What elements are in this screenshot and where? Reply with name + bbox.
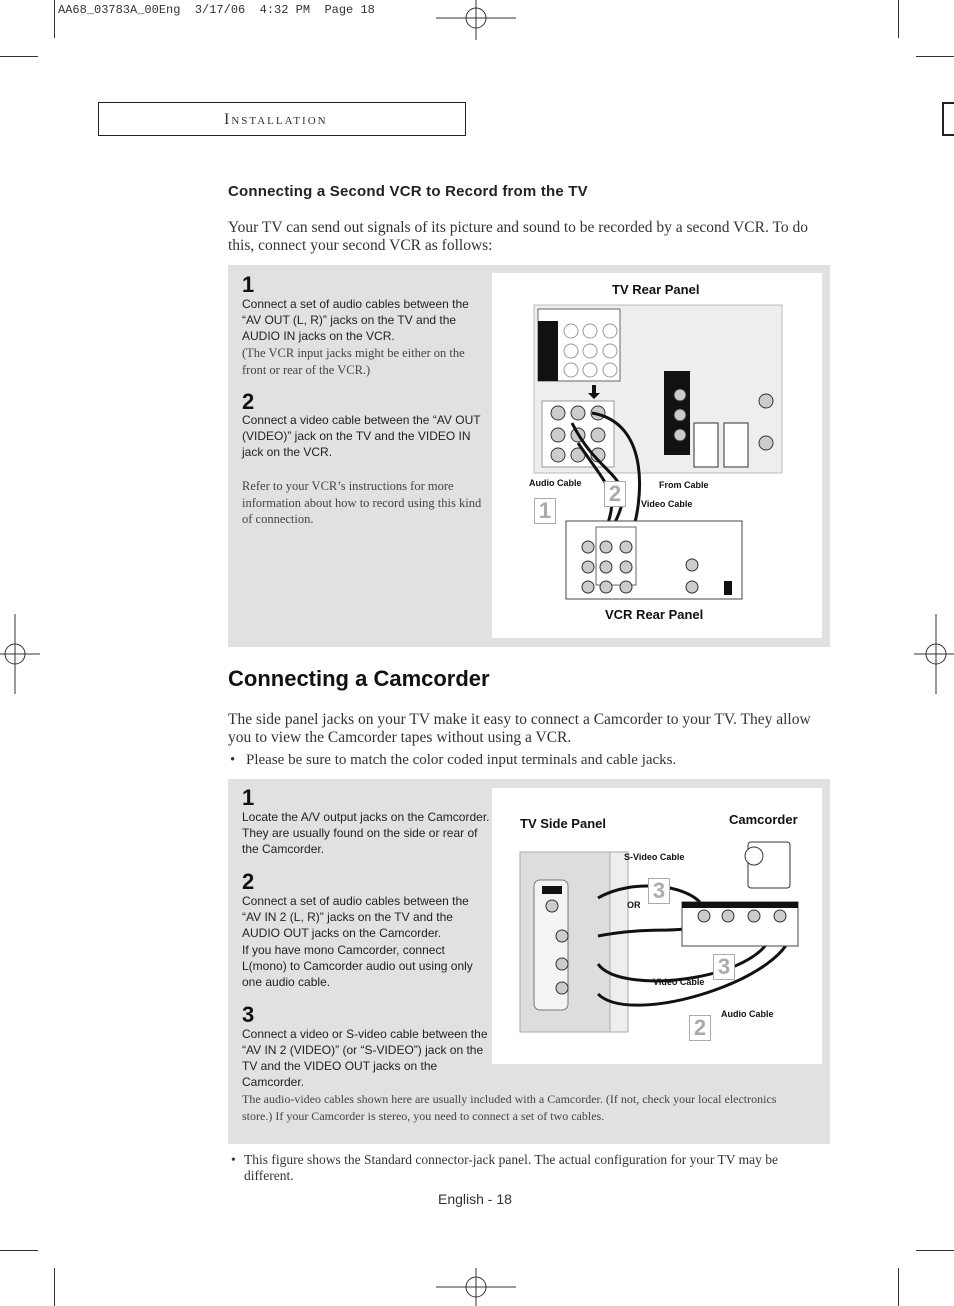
registration-target-icon [436, 1268, 516, 1306]
step-number: 1 [242, 785, 255, 810]
step-number: 2 [242, 869, 255, 894]
crop-mark [0, 1250, 38, 1251]
callout-number: 2 [689, 1015, 711, 1041]
page-footer: English - 18 [438, 1191, 512, 1207]
diagram-label: TV Rear Panel [612, 282, 700, 297]
camcorder-intro: The side panel jacks on your TV make it easy to connect a Camcorder to your TV. They allow you to view the Camcorder tapes without using a VCR. [228, 711, 811, 746]
step-text: Connect a set of audio cables between the “AV IN 2 (L, R)” jacks on the TV and the AUDIO OUT jacks on the Camcorder. [242, 894, 469, 940]
diagram-label: S-Video Cable [624, 852, 685, 862]
camcorder-heading: Connecting a Camcorder [228, 666, 490, 691]
crop-mark [54, 1268, 55, 1306]
crop-mark [898, 1268, 899, 1306]
step-text: Connect a set of audio cables between the “AV OUT (L, R)” jacks on the TV and the AUDIO IN jacks on the VCR. [242, 297, 469, 343]
registration-target-icon [0, 614, 40, 694]
diagram-label: OR [627, 900, 641, 910]
crop-mark [916, 1250, 954, 1251]
print-header: AA68_03783A_00Eng 3/17/06 4:32 PM Page 18 [58, 3, 375, 17]
step-number: 1 [242, 272, 255, 297]
diagram-label: From Cable [659, 480, 709, 490]
diagram-label: VCR Rear Panel [605, 607, 704, 622]
step-text: Connect a video cable between the “AV OUT (VIDEO)” jack on the TV and the VIDEO IN jack on the VCR. [242, 413, 481, 459]
crop-mark [898, 0, 899, 38]
vcr-heading: Connecting a Second VCR to Record from the TV [228, 183, 588, 200]
bullet-marker: • [230, 752, 236, 768]
callout-number: 3 [713, 954, 735, 980]
vcr-intro: Your TV can send out signals of its picture and sound to be recorded by a second VCR. To do this, connect your second VCR as follows: [228, 219, 808, 254]
step-text: Connect a video or S-video cable between the “AV IN 2 (VIDEO)” (or “S-VIDEO”) jack on the TV and the VIDEO OUT jacks on the Camcorder. [242, 1027, 488, 1089]
diagram-label: Audio Cable [721, 1009, 774, 1019]
registration-target-icon [914, 614, 954, 694]
callout-number: 1 [534, 498, 556, 524]
camcorder-bullet: Please be sure to match the color coded input terminals and cable jacks. [246, 752, 677, 768]
crop-mark [54, 0, 55, 38]
step-number: 2 [242, 389, 255, 414]
crop-mark [0, 56, 38, 57]
camcorder-note: The audio-video cables shown here are usually included with a Camcorder. (If not, check your local electronics store.) If your Camcorder is stereo, you need to connect a set of two cables. [242, 1092, 777, 1123]
diagram-label: Video Cable [653, 977, 705, 987]
crop-mark [916, 56, 954, 57]
diagram-label: Audio Cable [529, 478, 582, 488]
callout-number: 3 [648, 878, 670, 904]
figure-note: This figure shows the Standard connector-jack panel. The actual configuration for your TV may be different. [244, 1152, 778, 1183]
camcorder-connection-illustration [492, 788, 822, 1064]
step-text: Locate the A/V output jacks on the Camcorder. They are usually found on the side or rear of the Camcorder. [242, 810, 490, 856]
page-edge-tab [942, 102, 954, 136]
tv-rear-panel-illustration [492, 273, 822, 638]
vcr-note: Refer to your VCR’s instructions for more information about how to record using this kind of connection. [242, 479, 482, 526]
step-text-extra: If you have mono Camcorder, connect L(mono) to Camcorder audio out using only one audio cable. [242, 943, 473, 989]
diagram-label: TV Side Panel [520, 816, 606, 831]
callout-number: 2 [604, 481, 626, 507]
step-number: 3 [242, 1002, 255, 1027]
section-title: Installation [224, 111, 328, 128]
diagram-label: Camcorder [729, 812, 798, 827]
step-note: (The VCR input jacks might be either on the front or rear of the VCR.) [242, 346, 465, 377]
bullet-marker: • [231, 1152, 236, 1167]
registration-target-icon [436, 0, 516, 40]
diagram-label: Video Cable [641, 499, 693, 509]
